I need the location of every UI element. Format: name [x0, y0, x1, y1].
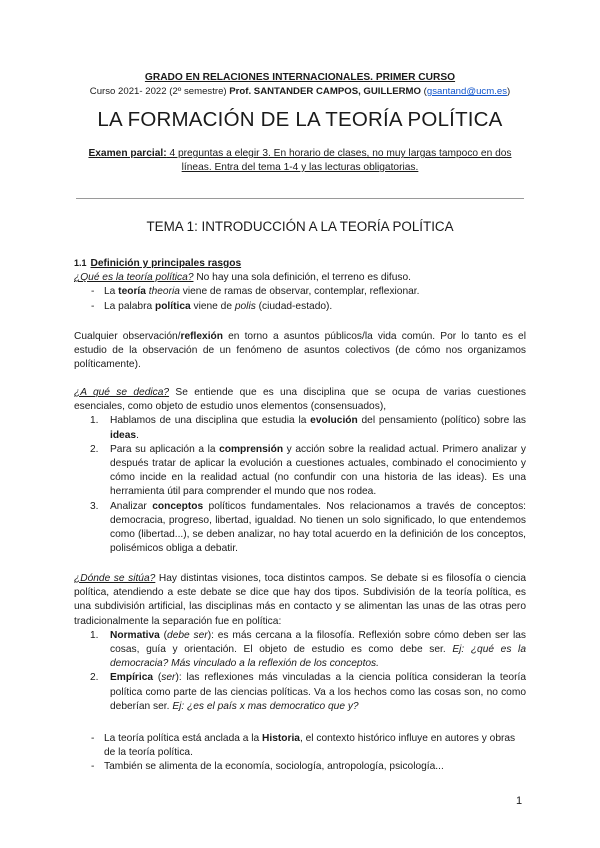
page-number: 1 [516, 795, 523, 807]
tema-title: TEMA 1: INTRODUCCIÓN A LA TEORÍA POLÍTICA [146, 219, 454, 234]
bullet-item: - La palabra política viene de polis (ciudad-estado). [91, 300, 333, 312]
section-1-1 [74, 256, 526, 314]
course-line [0, 86, 600, 97]
section-heading [74, 256, 526, 271]
paragraph-reflexion: Cualquier observación/reflexión en torno a asuntos públicos/la vida común. Por lo tanto es el estudio de la observación de un fenómeno de asuntos colectivos (de cómo nos organizamos políticamente). [74, 331, 526, 371]
bullet-item: - La teoría política está anclada a la Historia, el contexto histórico influye en autores y obras de la teoría política. [91, 733, 516, 759]
question-what-answer: No hay una sola definición, el terreno es difuso. [193, 272, 411, 284]
numbered-item: 2. Empírica (ser): las reflexiones más vinculadas a la ciencia política consideran la teoría política como parte de las ciencias políticas. Va a los hechos como las cosas son, no como deberían ser. Ej: ¿es el país x mas democratico que y? [90, 672, 526, 712]
exam-label: Examen parcial: [88, 148, 167, 159]
numbered-item: 3. Analizar conceptos políticos fundamentales. Nos relacionamos a través de conceptos: democracia, progreso, libertad, igualdad. No tienen un solo significado, lo que entendemos como (libertad...), se deben analizar, no hay total acuerdo en la definición de los conceptos, polisémicos obliga a debatir. [90, 500, 526, 555]
bullet-item: - La teoría theoria viene de ramas de observar, contemplar, reflexionar. [91, 286, 420, 298]
paren-open: ( [420, 86, 427, 97]
degree-heading: GRADO EN RELACIONES INTERNACIONALES. PRIMER CURSO [144, 72, 456, 83]
numbered-item: 1. Normativa (debe ser): es más cercana a la filosofía. Reflexión sobre cómo deben ser las cosas, guía y orientación. El objeto de estudio es como debe ser. Ej: ¿qué es la democracia? Más vinculado a la reflexión de los conceptos. [90, 629, 526, 670]
course-text: Curso 2021- 2022 (2º semestre) [89, 86, 230, 97]
exam-note [80, 147, 520, 175]
section-dedica [74, 386, 526, 556]
paren-close: ) [507, 86, 511, 97]
email-link[interactable]: gsantand@ucm.es [426, 86, 507, 97]
numbered-item: 1. Hablamos de una disciplina que estudia la evolución del pensamiento (político) sobre las ideas. [90, 415, 527, 441]
closing-bullets [74, 732, 526, 775]
horizontal-divider [76, 198, 524, 199]
question-dedica: ¿A qué se dedica? Se entiende que es una disciplina que se ocupa de varias cuestiones esenciales, como objeto de estudio unos elementos (consensuados), [74, 387, 526, 413]
question-situa: ¿Dónde se sitúa? Hay distintas visiones, toca distintos campos. Se debate si es filosofía o ciencia política, atendiendo a este debate se dice que hay dos tipos. Subdivisión de la teoría política, es una subdivisión artificial, las disciplinas más en contacto y se alimentan las unas de las otras pero tradicionalmente la separación fue en política: [74, 573, 526, 627]
question-dedica-label: ¿A qué se dedica? [74, 387, 170, 398]
document-title: LA FORMACIÓN DE LA TEORÍA POLÍTICA [97, 108, 503, 131]
exam-text: 4 preguntas a elegir 3. En horario de clases, no muy largas tampoco en dos líneas. Entra del tema 1-4 y las lecturas obligatorias. [166, 148, 512, 173]
bullet-item: - También se alimenta de la economía, sociología, antropología, psicología... [91, 761, 444, 773]
question-situa-label: ¿Dónde se sitúa? [74, 573, 156, 584]
section-situa [74, 572, 526, 714]
professor-name: Prof. SANTANDER CAMPOS, GUILLERMO [229, 86, 421, 97]
question-what [74, 271, 526, 285]
section-number: 1.1 [74, 258, 87, 268]
numbered-item: 2. Para su aplicación a la comprensión y acción sobre la realidad actual. Primero analizar y después tratar de aplicar la evolución a cuestiones actuales, combinado el conocimiento y cómo incide en la realidad actual (no confundir con una historia de las ideas). Es una herramienta útil para comprender el mundo que nos rodea. [90, 443, 526, 498]
question-what-label: ¿Qué es la teoría política? [74, 272, 194, 284]
section-title: Definición y principales rasgos [90, 258, 242, 269]
